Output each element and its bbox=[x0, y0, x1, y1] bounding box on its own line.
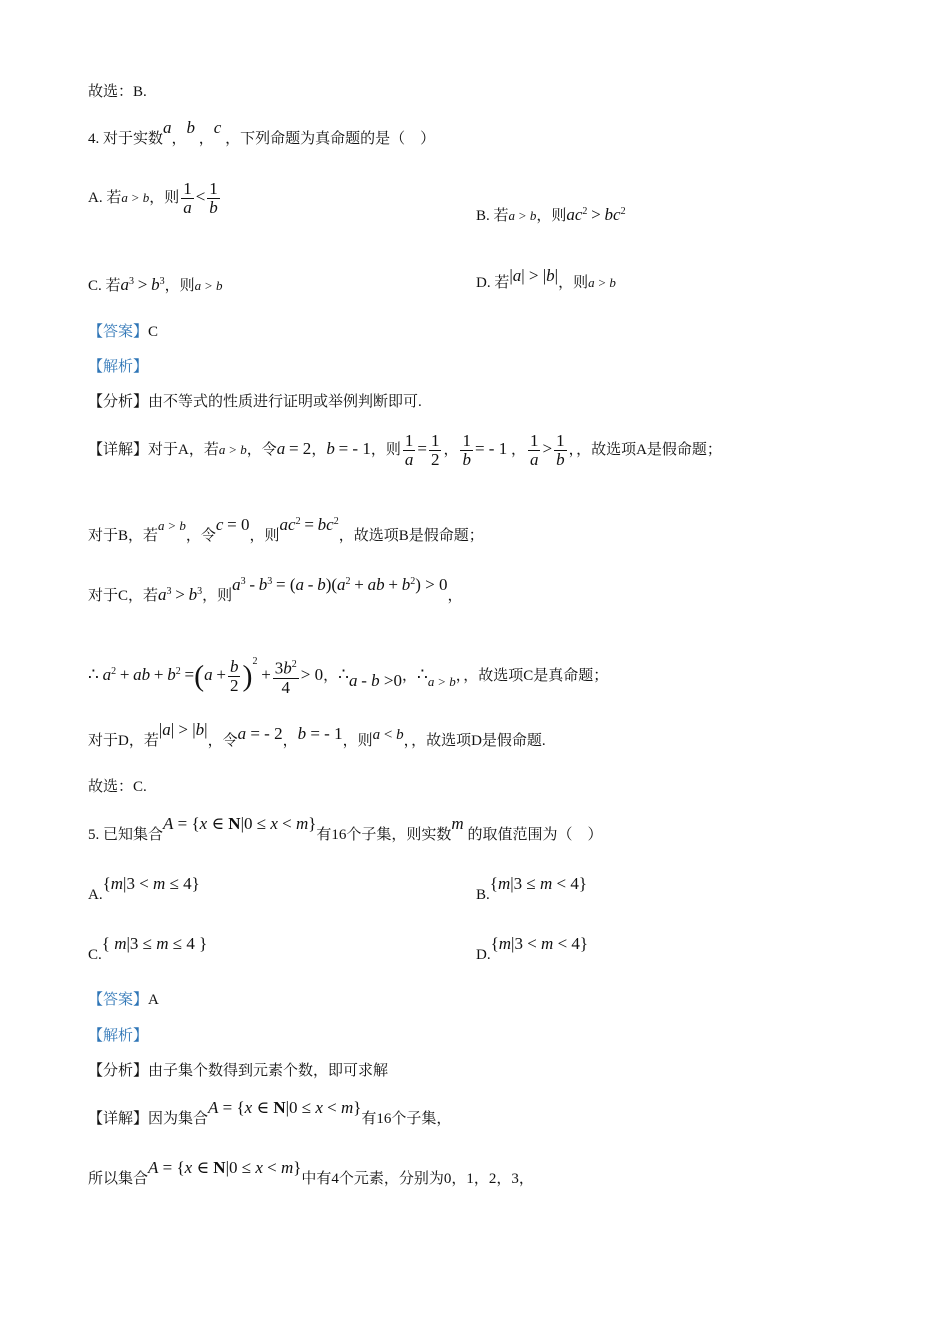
q5-option-d[interactable]: D.{m|3 < m < 4} bbox=[476, 934, 589, 963]
q5-detail-line: 【详解】因为集合A = {x ∈ N|0 ≤ x < m}有16个子集， bbox=[88, 1098, 452, 1127]
option-b[interactable]: B. 若a > b，则$ac^2 > bc^2$ bbox=[476, 205, 626, 224]
jiexi-tag: 【解析】 bbox=[88, 359, 149, 375]
question-4-stem: 4. 对于实数a，b ，c ，下列命题为真命题的是（ ） bbox=[88, 118, 436, 147]
q5-answer-line: 【答案】A bbox=[88, 992, 159, 1008]
option-c[interactable]: C. 若$a^3 > b^3$，则a > b bbox=[88, 275, 223, 294]
analysis-line: 【分析】由不等式的性质进行证明或举例判断即可. bbox=[88, 394, 422, 410]
detail-a-line: 【详解】对于A，若a > b，令a = 2，b = - 1，则 $\frac{1}{a}$ = $\frac{1}{2}$ ， $\frac{1}{b}$ = - 1 ， $\frac{1}{a}$ > $\frac{1}{b}$ ，，故选项A是假命题； bbox=[88, 431, 722, 469]
q5-detail-line-2: 所以集合A = {x ∈ N|0 ≤ x < m}中有4个元素，分别为0，1，2，3， bbox=[88, 1158, 534, 1187]
answer-line: 【答案】C bbox=[88, 324, 159, 340]
q5-option-b[interactable]: B.{m|3 ≤ m < 4} bbox=[476, 874, 587, 903]
option-a[interactable]: A. 若a > b，则 $\frac{1}{a}$ < $\frac{1}{b}$ bbox=[88, 179, 218, 217]
detail-c-line: 对于C，若$a^3 > b^3$，则$a^3 - b^3 = (a - b)(a^2$ + ab + $b^2) > 0$， bbox=[88, 575, 463, 604]
conclusion-line: 故选：B. bbox=[88, 84, 147, 100]
q5-analysis-line: 【分析】由子集个数得到元素个数，即可求解 bbox=[88, 1063, 389, 1079]
conclusion-line-q4: 故选：C. bbox=[88, 779, 147, 795]
option-d[interactable]: D. 若|a| > |b|，则a > b bbox=[476, 266, 616, 291]
q5-option-a[interactable]: A.{m|3 < m ≤ 4} bbox=[88, 874, 200, 903]
detail-c2-line: ∴ $a^2$ + ab + $b^2 =(a$ + $\frac{b}{2}$ )$^2$ + $\frac{3b^2}{4}$ > 0，∴a - b >0，∴a > b，，故选项C是真命题； bbox=[88, 655, 609, 697]
detail-d-line: 对于D，若|a| > |b|，令a = - 2，b = - 1，则a < b，，故选项D是假命题. bbox=[88, 720, 546, 749]
q5-jiexi-tag: 【解析】 bbox=[88, 1028, 149, 1044]
detail-b-line: 对于B，若a > b，令c = 0，则$ac^2 = bc^2$，故选项B是假命题； bbox=[88, 515, 484, 544]
question-5-stem: 5. 已知集合A = {x ∈ N|0 ≤ x < m}有16个子集，则实数m 的取值范围为（ ） bbox=[88, 814, 603, 843]
q5-option-c[interactable]: C.{ m|3 ≤ m ≤ 4 } bbox=[88, 934, 208, 963]
